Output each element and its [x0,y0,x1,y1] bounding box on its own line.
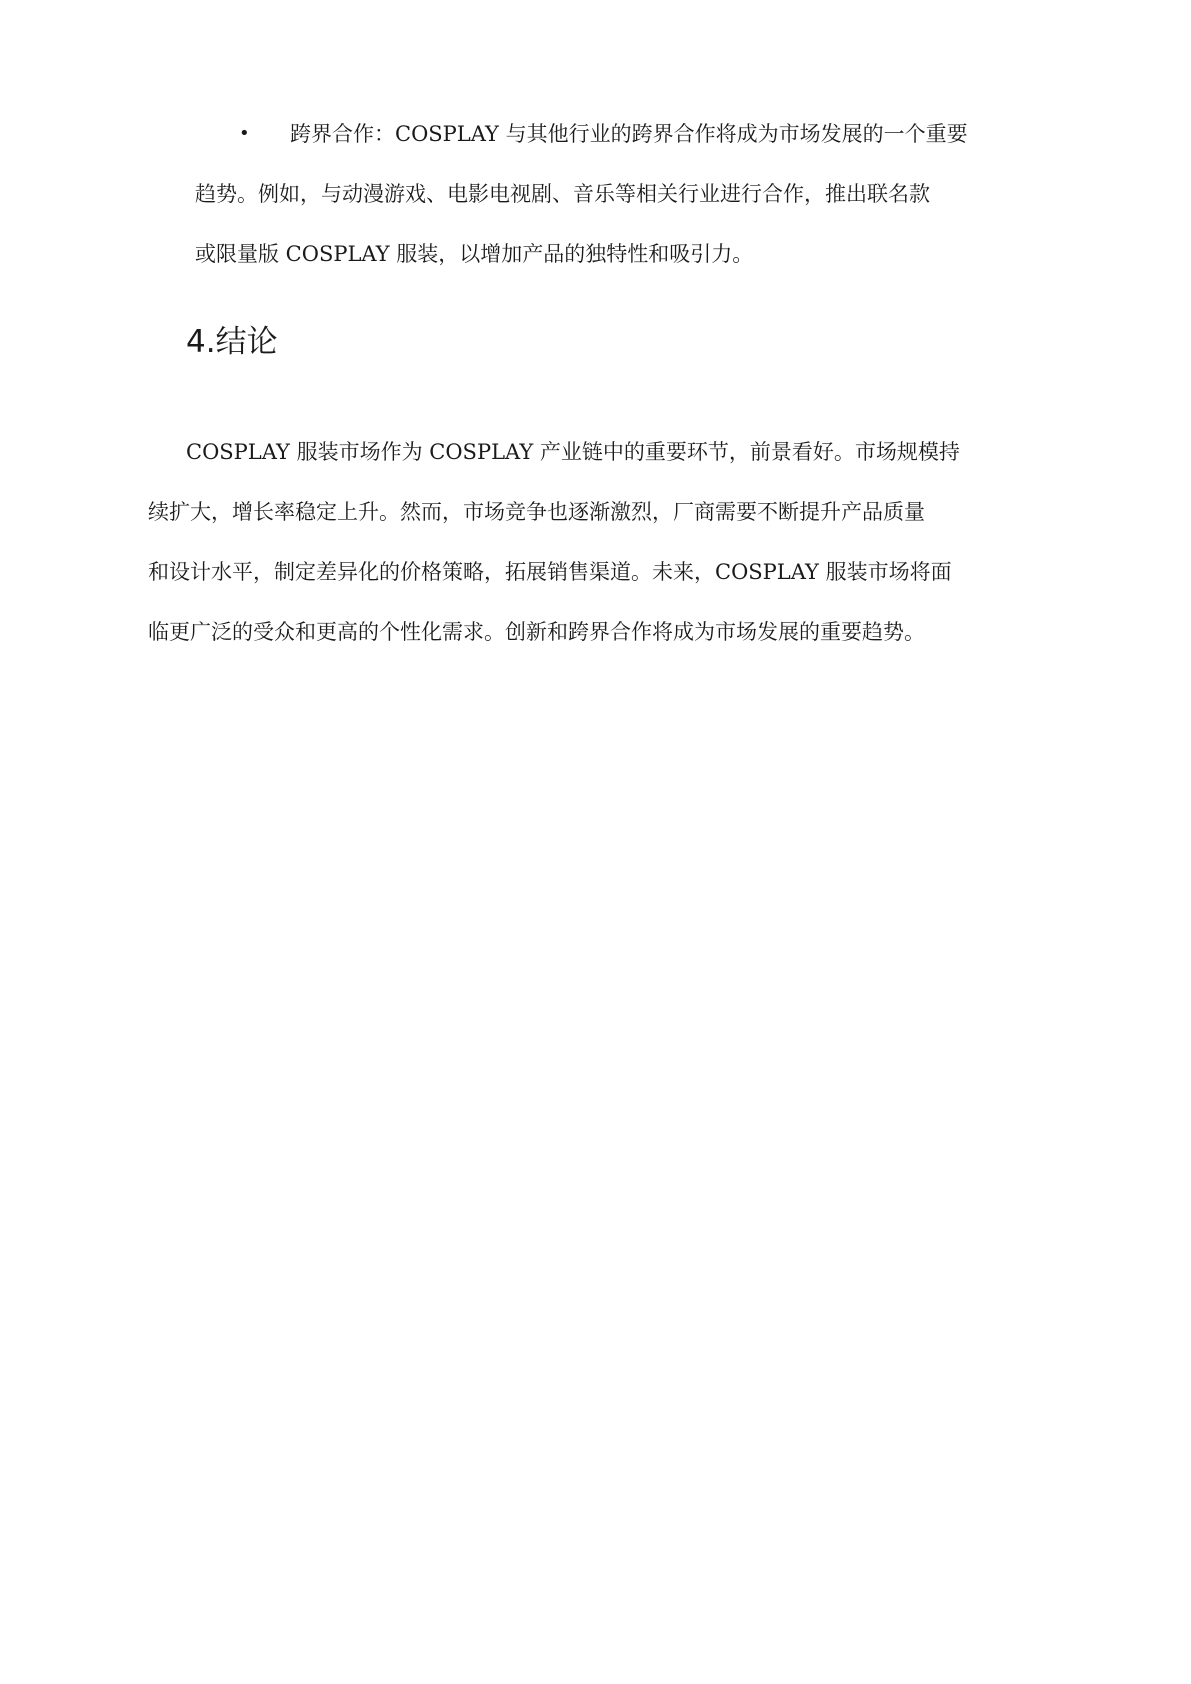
section-heading: 4.结论 [186,324,278,360]
bullet-list-item [195,104,1055,284]
paragraph-line: 续扩大，增长率稳定上升。然而，市场竞争也逐渐激烈，厂商需要不断提升产品质量 [148,500,925,524]
bullet-line [195,104,1055,164]
bullet-line: 或限量版 COSPLAY 服装，以增加产品的独特性和吸引力。 [195,242,754,266]
paragraph-line: 临更广泛的受众和更高的个性化需求。创新和跨界合作将成为市场发展的重要趋势。 [148,620,925,644]
bullet-line: 趋势。例如，与动漫游戏、电影电视剧、音乐等相关行业进行合作，推出联名款 [195,182,930,206]
paragraph-line: COSPLAY 服装市场作为 COSPLAY 产业链中的重要环节，前景看好。市场规模持 [186,440,960,464]
bullet-text: 跨界合作：COSPLAY 与其他行业的跨界合作将成为市场发展的一个重要 [290,122,968,146]
bullet-marker: • [239,123,250,144]
paragraph-line: 和设计水平，制定差异化的价格策略，拓展销售渠道。未来，COSPLAY 服装市场将面 [148,560,952,584]
conclusion-paragraph [148,422,1048,662]
